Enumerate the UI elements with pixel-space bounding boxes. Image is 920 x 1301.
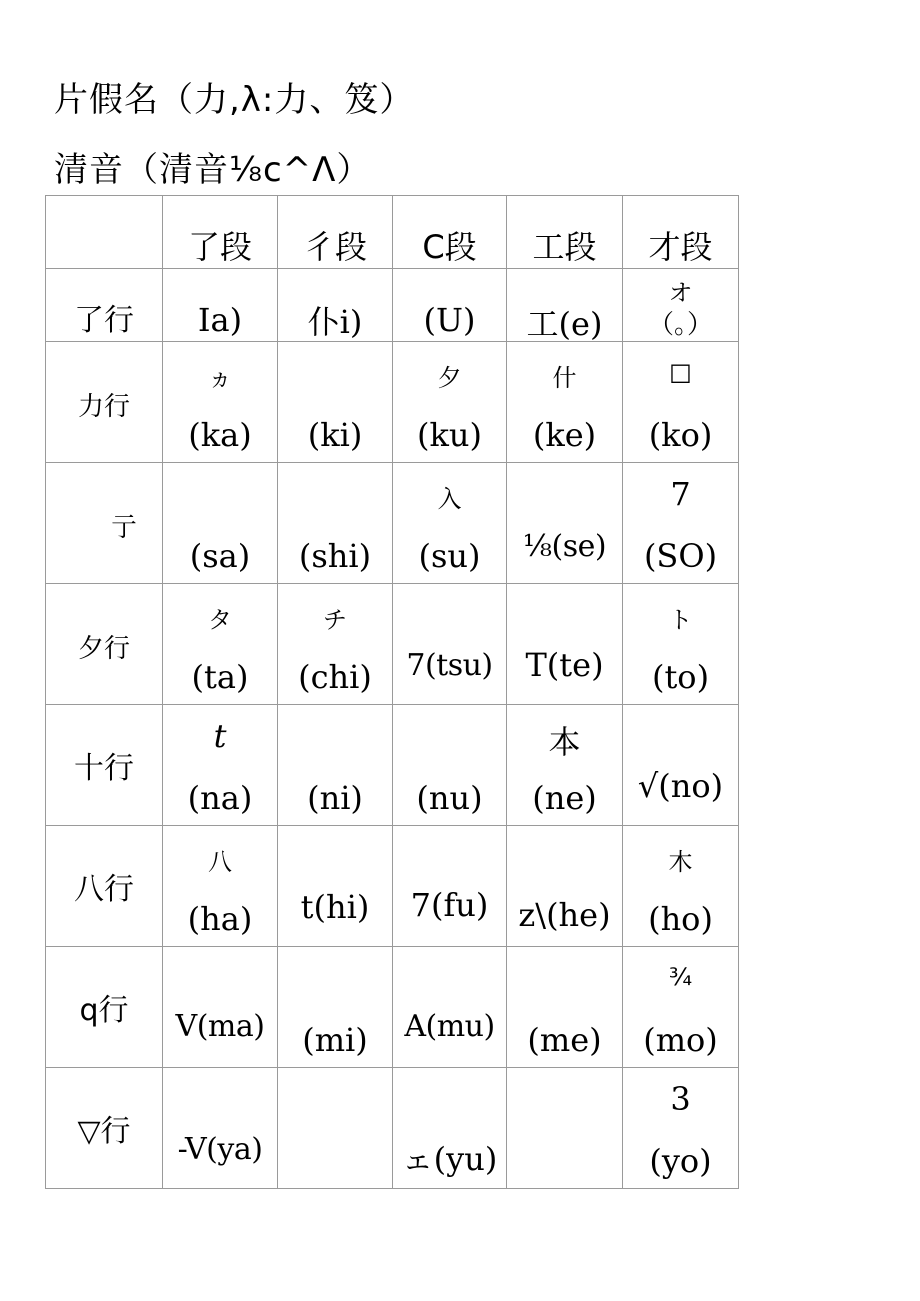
table-row [46, 826, 739, 947]
kana-char: 入 [437, 485, 462, 513]
table-cell [163, 269, 278, 342]
table-cell [393, 1068, 507, 1189]
romaji-text: (to) [651, 658, 710, 696]
kana-char: 八 [208, 848, 232, 876]
table-cell [278, 584, 393, 705]
row-header [46, 342, 163, 463]
column-header [278, 196, 393, 269]
row-header [46, 705, 163, 826]
table-cell [623, 342, 739, 463]
romaji-text: (ko) [648, 416, 713, 454]
row-header [46, 947, 163, 1068]
romaji-text: 7(fu) [410, 886, 489, 924]
romaji-text: (ni) [307, 779, 363, 817]
kana-char: 木 [668, 848, 693, 876]
table-row [46, 1068, 739, 1189]
row-label: 力行 [77, 392, 130, 422]
romaji-text: 仆i) [307, 303, 363, 341]
table-cell [393, 584, 507, 705]
romaji-text: （。） [647, 310, 713, 340]
section-subtitle: 清音（清音⅛c^Λ） [54, 150, 372, 190]
romaji-text: (ho) [648, 900, 713, 938]
table-cell [393, 947, 507, 1068]
romaji-text: -V(ya) [177, 1132, 263, 1167]
table-row [46, 947, 739, 1068]
table-cell [507, 463, 623, 584]
table-cell [163, 463, 278, 584]
kana-char: □ [669, 358, 692, 386]
romaji-text: (su) [418, 537, 481, 575]
table-cell [507, 826, 623, 947]
table-cell [507, 1068, 623, 1189]
romaji-text: ⅛(se) [522, 529, 607, 564]
romaji-text: 工(e) [526, 305, 603, 342]
romaji-text: (mi) [302, 1021, 368, 1059]
row-label: ▽行 [77, 1114, 131, 1149]
table-cell [278, 947, 393, 1068]
romaji-text: Ia) [197, 301, 243, 339]
romaji-text: z\(he) [518, 896, 611, 934]
row-label: 了行 [74, 303, 134, 338]
table-cell [278, 342, 393, 463]
romaji-text: (sa) [189, 537, 251, 575]
column-label-o: 才段 [648, 228, 713, 266]
row-label: 八行 [74, 872, 134, 907]
table-row [46, 584, 739, 705]
row-label: 夕行 [77, 634, 130, 664]
column-label-u: C段 [422, 228, 477, 266]
column-header [393, 196, 507, 269]
table-cell [507, 269, 623, 342]
row-label: q行 [79, 993, 129, 1028]
romaji-text: (chi) [298, 658, 372, 696]
table-cell [393, 705, 507, 826]
row-header [46, 826, 163, 947]
romaji-text: (ha) [187, 900, 253, 938]
kana-char: 3 [670, 1080, 691, 1118]
table-cell [393, 342, 507, 463]
kana-char: チ [323, 606, 347, 634]
romaji-text: (shi) [298, 537, 372, 575]
romaji-text: (SO) [643, 537, 718, 575]
kana-char: 什 [552, 364, 577, 392]
romaji-text: (mo) [643, 1021, 718, 1059]
table-cell [278, 269, 393, 342]
table-cell [278, 826, 393, 947]
table-cell [163, 1068, 278, 1189]
romaji-text: t(hi) [300, 888, 370, 926]
table-cell [163, 342, 278, 463]
column-label-e: 工段 [532, 228, 597, 266]
table-cell [278, 1068, 393, 1189]
kana-char: タ [208, 606, 232, 634]
kana-char: 本 [548, 723, 581, 761]
romaji-text: T(te) [525, 646, 604, 684]
table-cell [623, 463, 739, 584]
table-cell [507, 342, 623, 463]
kana-char: オ [668, 279, 693, 307]
table-row [46, 463, 739, 584]
kana-char: 夕 [437, 364, 462, 392]
table-cell [393, 463, 507, 584]
romaji-text: V(ma) [175, 1009, 265, 1044]
romaji-text: A(mu) [404, 1009, 495, 1044]
romaji-text: (na) [187, 779, 253, 817]
romaji-text: √(no) [637, 767, 724, 805]
row-header [46, 1068, 163, 1189]
romaji-text: (ku) [417, 416, 482, 454]
table-cell [623, 269, 739, 342]
table-cell [623, 584, 739, 705]
table-cell [623, 705, 739, 826]
row-header [46, 463, 163, 584]
kana-char: ヵ [208, 364, 232, 392]
table-cell [163, 947, 278, 1068]
column-header-row [46, 196, 739, 269]
table-cell [623, 947, 739, 1068]
table-cell [393, 826, 507, 947]
romaji-text: (nu) [416, 779, 483, 817]
table-row [46, 269, 739, 342]
corner-cell [46, 196, 163, 269]
table-cell [278, 463, 393, 584]
table-cell [163, 584, 278, 705]
column-label-i: 彳段 [302, 228, 367, 266]
katakana-table [45, 195, 739, 1189]
column-header [163, 196, 278, 269]
column-header [507, 196, 623, 269]
table-cell [507, 584, 623, 705]
romaji-text: ェ(yu) [401, 1140, 498, 1178]
row-label: 亍 [110, 513, 137, 543]
table-row [46, 705, 739, 826]
romaji-text: (U) [423, 301, 476, 339]
romaji-text: (ke) [532, 416, 597, 454]
romaji-text: (ka) [188, 416, 252, 454]
romaji-text: (ne) [532, 779, 597, 817]
table-cell [163, 826, 278, 947]
romaji-text: (ta) [191, 658, 249, 696]
romaji-text: (me) [527, 1021, 602, 1059]
kana-char: 7 [670, 475, 691, 513]
table-cell [623, 1068, 739, 1189]
row-header [46, 584, 163, 705]
table-cell [507, 947, 623, 1068]
row-header [46, 269, 163, 342]
kana-char: ト [668, 606, 693, 634]
kana-char: ¾ [668, 963, 693, 991]
kana-char: t [213, 717, 227, 755]
romaji-text: (yo) [649, 1142, 712, 1180]
table-cell [163, 705, 278, 826]
column-header [623, 196, 739, 269]
row-label: 十行 [74, 751, 134, 786]
table-cell [278, 705, 393, 826]
table-row [46, 342, 739, 463]
table-cell [393, 269, 507, 342]
romaji-text: (ki) [307, 416, 363, 454]
table-cell [623, 826, 739, 947]
column-label-a: 了段 [187, 228, 252, 266]
table-cell [507, 705, 623, 826]
page-title: 片假名（力,λ:力、笈） [54, 80, 415, 120]
romaji-text: 7(tsu) [406, 648, 493, 683]
